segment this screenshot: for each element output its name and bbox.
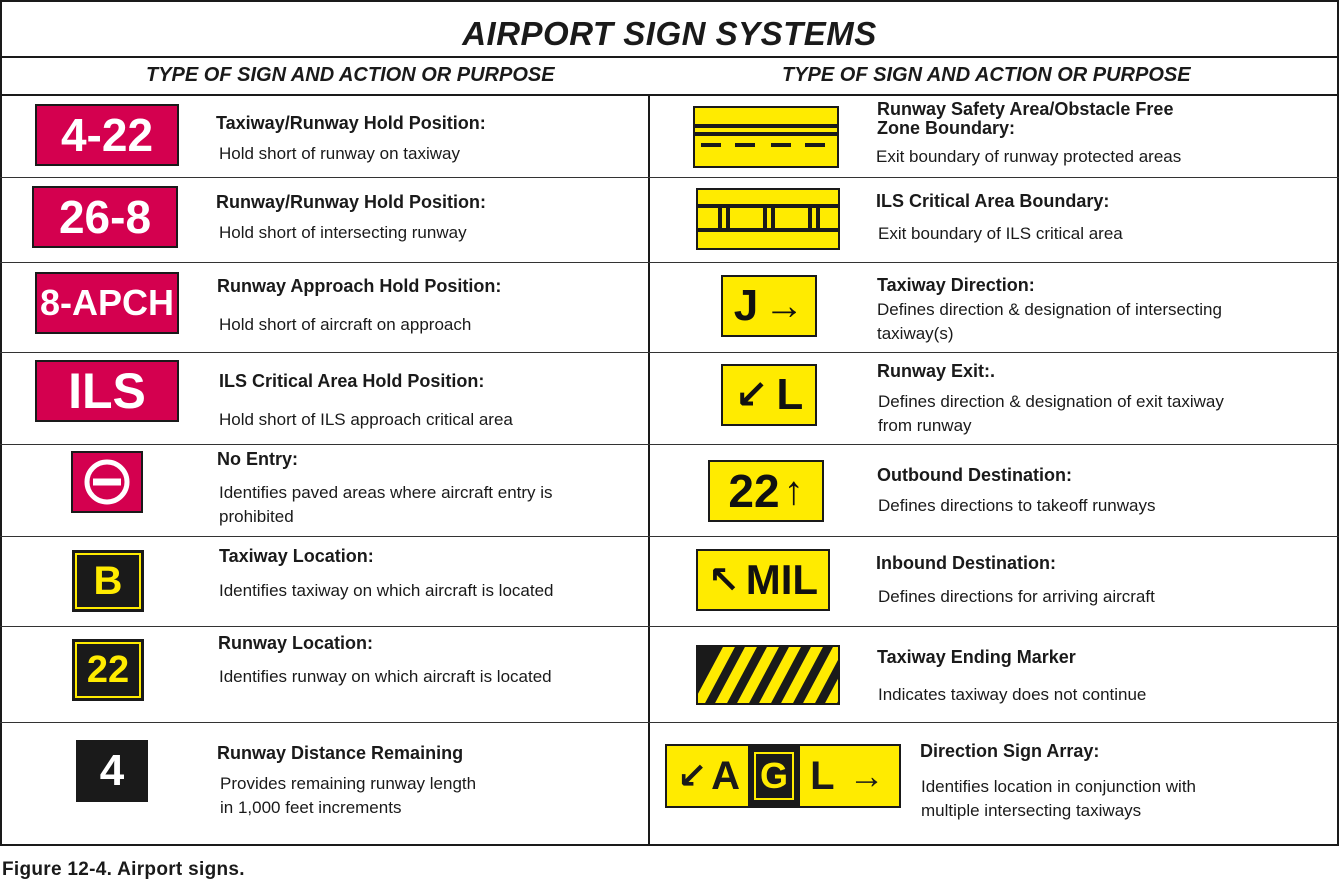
rsa-ofz-boundary-sign: [693, 106, 839, 168]
array-location-letter: G: [754, 752, 794, 800]
row-divider: [0, 444, 1339, 445]
entry-title: ILS Critical Area Boundary:: [876, 191, 1110, 211]
entry-desc: [921, 775, 1196, 823]
entry-taxiway-direction: [877, 275, 1222, 346]
entry-title: Taxiway/Runway Hold Position:: [216, 113, 486, 133]
hold-position-sign-ils: ILS: [35, 360, 179, 422]
location-sign-text: B: [75, 553, 141, 609]
entry-runway-location: [218, 633, 552, 689]
entry-desc: Indicates taxiway does not continue: [878, 685, 1147, 704]
direction-sign-array: [665, 744, 901, 808]
desc-line: Provides remaining runway length: [220, 774, 477, 793]
desc-line: Identifies paved areas where aircraft entry is: [219, 483, 553, 502]
entry-title: Taxiway Location:: [219, 546, 374, 566]
entry-inbound-destination: [876, 553, 1155, 609]
entry-desc: Exit boundary of runway protected areas: [876, 147, 1182, 166]
row-divider: [0, 626, 1339, 627]
hold-position-sign-8-apch: 8-APCH: [35, 272, 179, 334]
entry-taxiway-ending-marker: [877, 647, 1146, 707]
sign-text: 22: [728, 465, 780, 517]
entry-desc: Defines directions to takeoff runways: [878, 496, 1156, 515]
no-entry-sign: [71, 451, 143, 513]
entry-title: Direction Sign Array:: [920, 741, 1100, 761]
desc-line: multiple intersecting taxiways: [921, 801, 1142, 820]
column-header-right: TYPE OF SIGN AND ACTION OR PURPOSE: [782, 64, 1191, 86]
row-divider: [0, 536, 1339, 537]
entry-no-entry: [217, 449, 553, 529]
entry-desc: Hold short of intersecting runway: [219, 223, 467, 242]
row-divider: [0, 722, 1339, 723]
title-line: Zone Boundary:: [877, 118, 1015, 138]
location-sign-text: 22: [75, 642, 141, 698]
row-divider: [0, 177, 1339, 178]
title-line: Runway Safety Area/Obstacle Free: [877, 99, 1174, 119]
title-row: [2, 2, 1337, 58]
entry-runway-runway-hold: [216, 192, 486, 245]
entry-desc: Identifies runway on which aircraft is located: [219, 667, 552, 686]
sign-text: MIL: [745, 556, 819, 603]
entry-taxiway-location: [219, 546, 554, 603]
taxiway-ending-marker-sign: [696, 645, 840, 705]
arrow-down-left-icon: ↙: [677, 755, 708, 796]
entry-ils-critical-boundary: [876, 191, 1123, 246]
entry-desc: [877, 298, 1222, 346]
entry-runway-exit: [877, 361, 1224, 438]
desc-line: Defines direction & designation of exit taxiway: [878, 392, 1224, 411]
column-header-left: TYPE OF SIGN AND ACTION OR PURPOSE: [146, 64, 555, 86]
arrow-up-left-icon: ↖: [707, 559, 740, 602]
entry-title: Runway Location:: [218, 633, 374, 653]
entry-title: Runway Approach Hold Position:: [217, 276, 502, 296]
no-entry-icon: [82, 457, 132, 507]
table-title: AIRPORT SIGN SYSTEMS: [462, 15, 877, 52]
entry-runway-approach-hold: [217, 276, 501, 337]
entry-title: Runway/Runway Hold Position:: [216, 192, 487, 212]
taxiway-location-sign: [72, 550, 144, 612]
entry-desc: Identifies taxiway on which aircraft is located: [219, 581, 554, 600]
desc-line: prohibited: [219, 507, 294, 526]
array-left-letter: A: [711, 753, 741, 798]
entry-taxiway-runway-hold: [216, 113, 486, 166]
entry-title: Inbound Destination:: [876, 553, 1056, 573]
desc-line: Defines direction & designation of intersecting: [877, 300, 1222, 319]
inbound-destination-sign: [696, 549, 830, 611]
entry-direction-sign-array: [920, 741, 1196, 823]
desc-line: from runway: [878, 416, 972, 435]
entry-desc: [219, 481, 553, 529]
entry-title: Runway Distance Remaining: [217, 743, 464, 763]
row-divider: [0, 262, 1339, 263]
hold-position-sign-4-22: 4-22: [35, 104, 179, 166]
entry-outbound-destination: [877, 465, 1156, 518]
desc-line: in 1,000 feet increments: [220, 798, 402, 817]
entry-title: No Entry:: [217, 449, 298, 469]
arrow-right-icon: →: [764, 283, 805, 328]
runway-exit-sign: [721, 364, 817, 426]
runway-location-sign: [72, 639, 144, 701]
column-divider: [648, 94, 650, 844]
taxiway-direction-sign: [721, 275, 817, 337]
entry-title: [877, 100, 1181, 138]
entry-title: Taxiway Ending Marker: [877, 647, 1076, 667]
entry-rsa-ofz-boundary: [877, 100, 1181, 169]
desc-line: taxiway(s): [877, 324, 954, 343]
entry-desc: Exit boundary of ILS critical area: [878, 224, 1123, 243]
column-header-row: [2, 58, 1337, 96]
distance-remaining-sign: 4: [76, 740, 148, 802]
entry-desc: [878, 390, 1224, 438]
entry-title: Runway Exit:.: [877, 361, 996, 381]
array-right-letter: L: [810, 753, 835, 798]
entry-desc: Hold short of ILS approach critical area: [219, 410, 513, 429]
desc-line: Identifies location in conjunction with: [921, 777, 1196, 796]
outbound-destination-sign: [708, 460, 824, 522]
row-divider: [0, 352, 1339, 353]
figure-caption: Figure 12-4. Airport signs.: [2, 859, 245, 880]
arrow-up-icon: ↑: [783, 468, 804, 513]
entry-title: ILS Critical Area Hold Position:: [219, 371, 485, 391]
entry-title: Outbound Destination:: [877, 465, 1072, 485]
entry-desc: Defines directions for arriving aircraft: [878, 587, 1155, 606]
entry-desc: Hold short of aircraft on approach: [219, 315, 472, 334]
sign-letter: L: [776, 370, 804, 419]
arrow-down-left-icon: ↙: [734, 373, 769, 417]
ils-critical-area-boundary-sign: [696, 188, 840, 250]
entry-desc: [220, 772, 476, 820]
entry-desc: Hold short of runway on taxiway: [219, 144, 460, 163]
sign-letter: J: [733, 281, 759, 330]
entry-distance-remaining: [217, 743, 476, 820]
hold-position-sign-26-8: 26-8: [32, 186, 178, 248]
arrow-right-icon: →: [848, 755, 885, 796]
entry-ils-critical-hold: [219, 371, 513, 432]
entry-title: Taxiway Direction:: [877, 275, 1035, 295]
array-location-panel: [748, 746, 800, 806]
